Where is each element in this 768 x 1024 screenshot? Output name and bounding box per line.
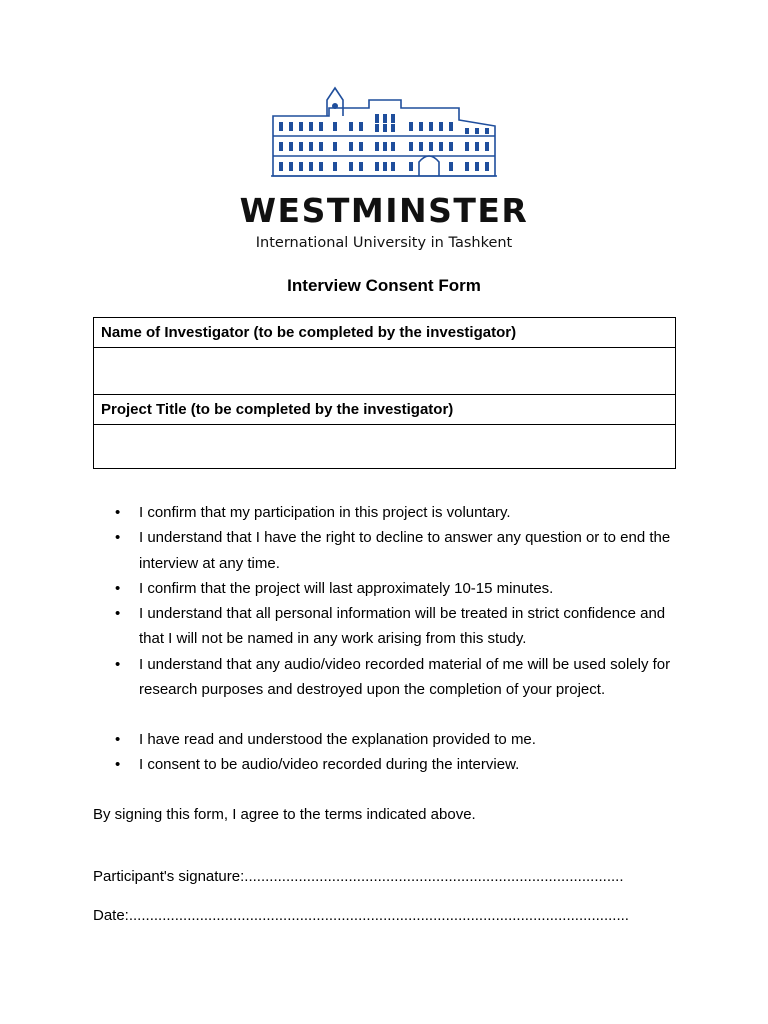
project-title-field[interactable] <box>94 425 676 469</box>
acknowledgement-list <box>93 727 673 778</box>
consent-statements-list <box>93 500 673 702</box>
list-item: • I have read and understood the explanation provided to me. <box>93 727 673 752</box>
table-row <box>94 318 676 348</box>
date-line[interactable]: Date:........................................................................................................................ <box>93 907 629 924</box>
list-item: • I consent to be audio/video recorded during the interview. <box>93 752 673 777</box>
list-item: • I confirm that the project will last approximately 10-15 minutes. <box>93 576 673 601</box>
participant-signature-line[interactable]: Participant's signature:........................................................................................... <box>93 868 624 885</box>
list-item: • I understand that I have the right to decline to answer any question or to end the interview at any time. <box>93 525 673 576</box>
building-emblem-icon <box>269 86 499 182</box>
list-item: • I understand that all personal information will be treated in strict confidence and that I will not be named in any work arising from this study. <box>93 601 673 652</box>
logo-subtitle: International University in Tashkent <box>255 235 513 251</box>
investigator-label: Name of Investigator (to be completed by the investigator) <box>94 318 676 348</box>
table-row <box>94 425 676 469</box>
logo-wordmark: WESTMINSTER <box>239 191 529 230</box>
page-title: Interview Consent Form <box>287 276 481 295</box>
table-row <box>94 395 676 425</box>
list-item: • I understand that any audio/video recorded material of me will be used solely for research purposes and destroyed upon the completion of your project. <box>93 652 673 703</box>
investigator-info-table <box>93 317 676 469</box>
list-item: • I confirm that my participation in this project is voluntary. <box>93 500 673 525</box>
agreement-text: By signing this form, I agree to the terms indicated above. <box>93 806 476 823</box>
project-title-label: Project Title (to be completed by the investigator) <box>94 395 676 425</box>
table-row <box>94 348 676 395</box>
university-logo <box>232 86 536 256</box>
investigator-name-field[interactable] <box>94 348 676 395</box>
